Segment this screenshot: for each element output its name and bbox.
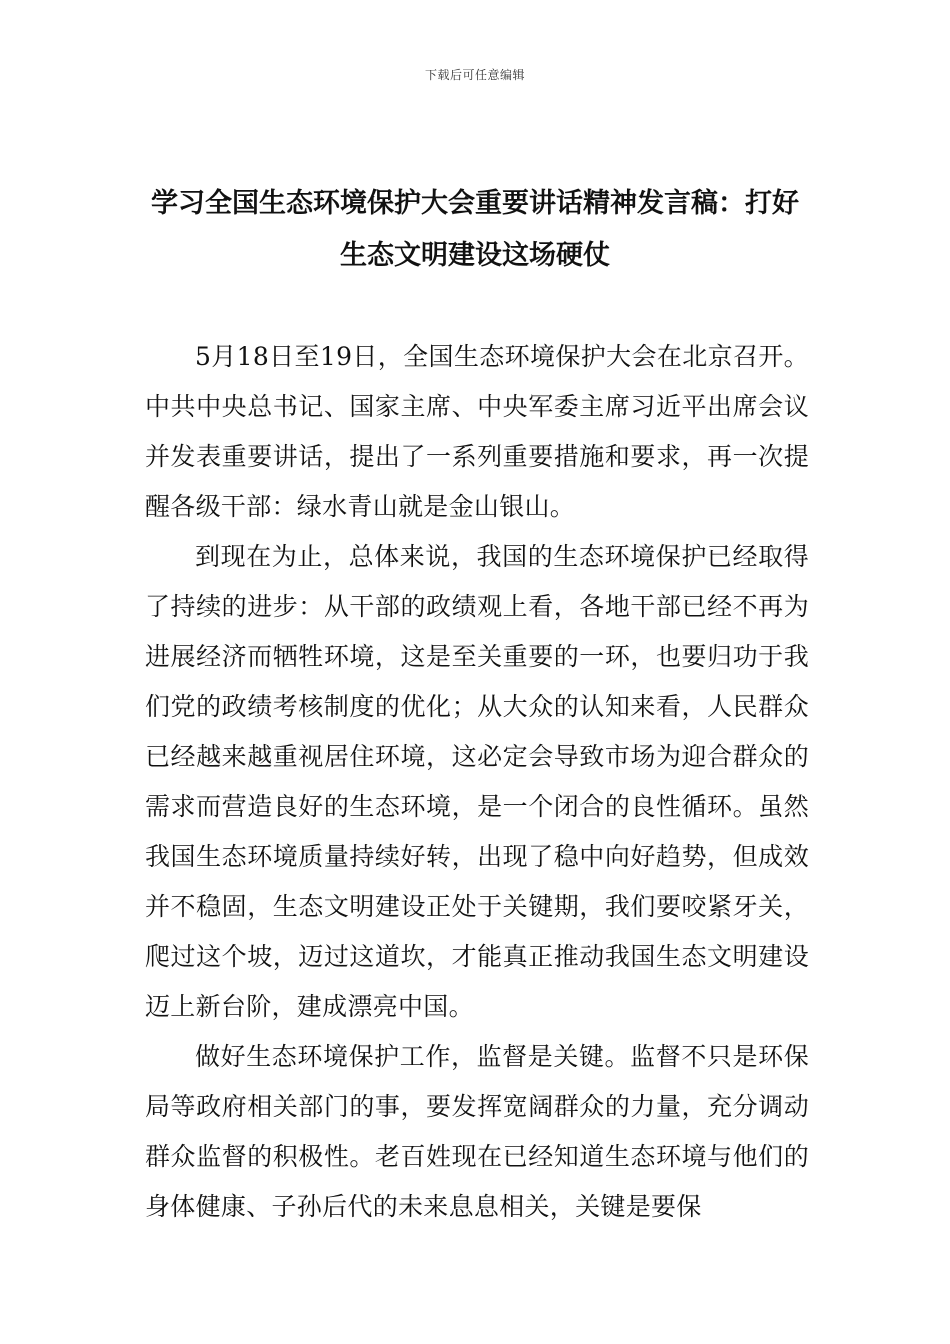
- header-note: 下载后可任意编辑: [424, 68, 525, 82]
- paragraph: 5月18日至19日，全国生态环境保护大会在北京召开。中共中央总书记、国家主席、中央军委主席习近平出席会议并发表重要讲话，提出了一系列重要措施和要求，再一次提醒各级干部：绿水青山就是金山银山。: [145, 342, 809, 521]
- paragraph: 到现在为止，总体来说，我国的生态环境保护已经取得了持续的进步：从干部的政绩观上看，各地干部已经不再为进展经济而牺牲环境，这是至关重要的一环，也要归功于我们党的政绩考核制度的优化；从大众的认知来看，人民群众已经越来越重视居住环境，这必定会导致市场为迎合群众的需求而营造良好的生态环境，是一个闭合的良性循环。虽然我国生态环境质量持续好转，出现了稳中向好趋势，但成效并不稳固，生态文明建设正处于关键期，我们要咬紧牙关，爬过这个坡，迈过这道坎，才能真正推动我国生态文明建设迈上新台阶，建成漂亮中国。: [145, 542, 809, 1021]
- paragraph: 做好生态环境保护工作，监督是关键。监督不只是环保局等政府相关部门的事，要发挥宽阔群众的力量，充分调动群众监督的积极性。老百姓现在已经知道生态环境与他们的身体健康、子孙后代的未来息息相关，关键是要保: [145, 1042, 809, 1221]
- document-title: 学习全国生态环境保护大会重要讲话精神发言稿：打好生态文明建设这场硬仗: [151, 188, 799, 271]
- document-body: [145, 332, 809, 1232]
